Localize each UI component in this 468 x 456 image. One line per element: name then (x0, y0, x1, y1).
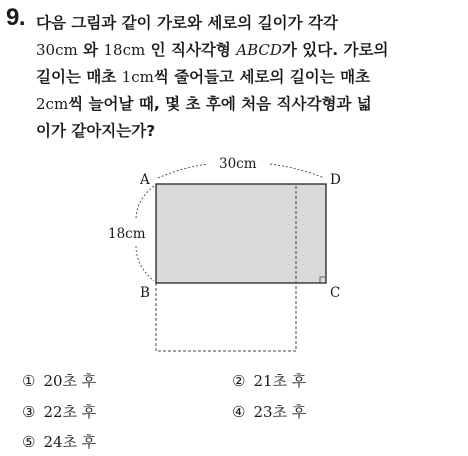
choice-mark: ④ (232, 403, 246, 421)
height-label: 18cm (108, 226, 146, 242)
question-text-run: 씩 늘어날 때, 몇 초 후에 처음 직사각형과 넓 (68, 95, 372, 113)
width-indicator-left (158, 164, 208, 178)
choice-2[interactable] (232, 370, 306, 391)
question-text-run: 인 직사각형 (145, 41, 237, 59)
math-expression: 1cm (121, 68, 154, 86)
question-text-run: 다음 그림과 같이 가로와 세로의 길이가 각각 (36, 14, 338, 32)
choice-3[interactable] (22, 401, 96, 422)
math-expression: ABCD (236, 41, 282, 59)
width-indicator-right (270, 164, 324, 178)
question-number: 9. (6, 4, 26, 31)
choice-mark: ⑤ (22, 433, 36, 451)
question-text-run: 와 (77, 41, 104, 59)
choice-1[interactable] (22, 370, 96, 391)
width-label: 30cm (219, 156, 257, 172)
vertex-label-b: B (140, 285, 150, 301)
question-text-run: 이가 같아지는가? (36, 122, 156, 140)
choice-text: 21초 후 (253, 372, 307, 390)
choice-text: 22초 후 (43, 403, 97, 421)
question-text-run: 가 있다. 가로의 (281, 41, 389, 59)
choice-mark: ③ (22, 403, 36, 421)
choice-text: 23초 후 (253, 403, 307, 421)
question-text-run: 길이는 매초 (36, 68, 122, 86)
choice-5[interactable] (22, 431, 96, 452)
choice-4[interactable] (232, 401, 306, 422)
height-indicator-top (136, 186, 154, 220)
choice-mark: ② (232, 372, 246, 390)
vertex-label-c: C (330, 285, 341, 301)
vertex-label-a: A (140, 172, 150, 188)
math-expression: 30cm (36, 41, 78, 59)
math-expression: 2cm (36, 95, 69, 113)
height-indicator-bottom (136, 246, 154, 281)
question-text-run: 씩 줄어들고 세로의 길이는 매초 (153, 68, 371, 86)
choice-mark: ① (22, 372, 36, 390)
choice-text: 24초 후 (43, 433, 97, 451)
math-expression: 18cm (103, 41, 146, 59)
rectangle-abcd (156, 184, 326, 283)
choice-text: 20초 후 (43, 372, 97, 390)
vertex-label-d: D (330, 172, 341, 188)
